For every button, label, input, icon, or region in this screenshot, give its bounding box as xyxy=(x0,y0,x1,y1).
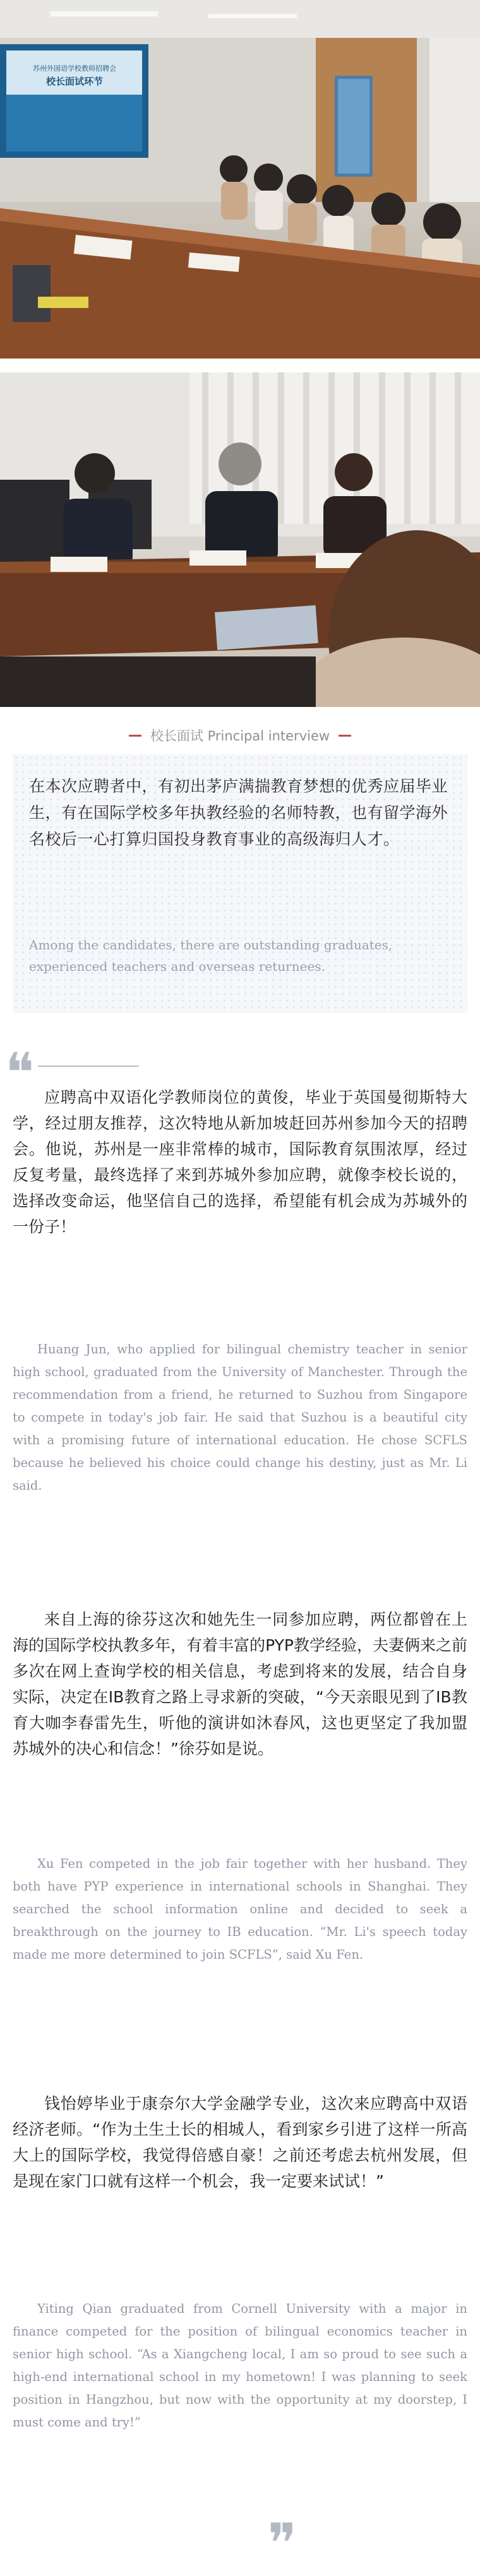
left-dash xyxy=(129,735,141,737)
intro-chinese-text: 在本次应聘者中，有初出茅庐满揣教育梦想的优秀应届毕业生，有在国际学校多年执教经验的名师特教，也有留学海外名校后一心打算归国投身教育事业的高级海归人才。 xyxy=(29,777,448,848)
screen-title-line1: 苏州外国语学校教师招聘会 xyxy=(33,64,116,73)
quote-divider-line xyxy=(38,1065,139,1067)
right-dash xyxy=(339,735,351,737)
story-huang-jun-english: Huang Jun, who applied for bilingual chemistry teacher in senior high school, graduated from the University of Manchester. Through the recommendation from a friend, he returned to Suzhou from Singapore to compete in today's job fair. He said that Suzhou is a beautiful city with a promising future of international education. He chose SCFLS because he believed his choice could change his destiny, just as Mr. Li said. xyxy=(13,1342,467,1493)
screen-title-line2: 校长面试环节 xyxy=(45,76,104,87)
story-xu-fen-english: Xu Fen competed in the job fair together with her husband. They both have PYP experience in international schools in Shanghai. They searched the school information online and decided to seek a breakthrough on the journey to IB education. “Mr. Li's speech today made me more determined to join SCFLS”, said Xu Fen. xyxy=(13,1856,467,1962)
story-xu-fen-chinese: 来自上海的徐芬这次和她先生一同参加应聘，两位都曾在上海的国际学校执教多年，有着丰富的PYP教学经验，夫妻俩来之前多次在网上查询学校的相关信息，考虑到将来的发展，结合自身实际，决定在IB教育之路上寻求新的突破，“今天亲眼见到了IB教育大咖李春雷先生，听他的演讲如沐春风，这也更坚定了我加盟苏城外的决心和信念！”徐芬如是说。 xyxy=(13,1610,467,1758)
intro-english-text: Among the candidates, there are outstanding graduates, experienced teachers and overseas returnees. xyxy=(29,937,393,974)
subtitle-text: 校长面试 Principal interview xyxy=(150,728,330,744)
photo-meeting-room-candidates xyxy=(0,0,480,359)
section-subtitle xyxy=(0,726,480,745)
story-qian-yiting-chinese: 钱怡婷毕业于康奈尔大学金融学专业，这次来应聘高中双语经济老师。“作为土生土长的相城人，看到家乡引进了这样一所高大上的国际学校，我觉得倍感自豪！之前还考虑去杭州发展，但是现在家门口就有这样一个机会，我一定要来试试！” xyxy=(13,2094,467,2190)
open-quote-icon: ❝ xyxy=(5,1042,35,1105)
story-huang-jun-chinese: 应聘高中双语化学教师岗位的黄俊，毕业于英国曼彻斯特大学，经过朋友推荐，这次特地从新加坡赶回苏州参加今天的招聘会。他说，苏州是一座非常棒的城市，国际教育氛围浓厚，经过反复考量，最终选择了来到苏城外参加应聘，就像李校长说的，选择改变命运，他坚信自己的选择，希望能有机会成为苏城外的一份子！ xyxy=(13,1088,467,1236)
panel-photo-illustration xyxy=(0,372,480,707)
meeting-photo-illustration xyxy=(0,0,480,359)
story-qian-yiting-english: Yiting Qian graduated from Cornell University with a major in finance competed for the position of bilingual economics teacher in senior high school. “As a Xiangcheng local, I am so proud to see such a high-end international school in my hometown! I was planning to seek position in Hangzhou, but now with the opportunity at my doorstep, I must come and try!” xyxy=(13,2301,467,2430)
close-quote-icon: ❞ xyxy=(267,2512,297,2575)
photo-interview-panel xyxy=(0,372,480,707)
